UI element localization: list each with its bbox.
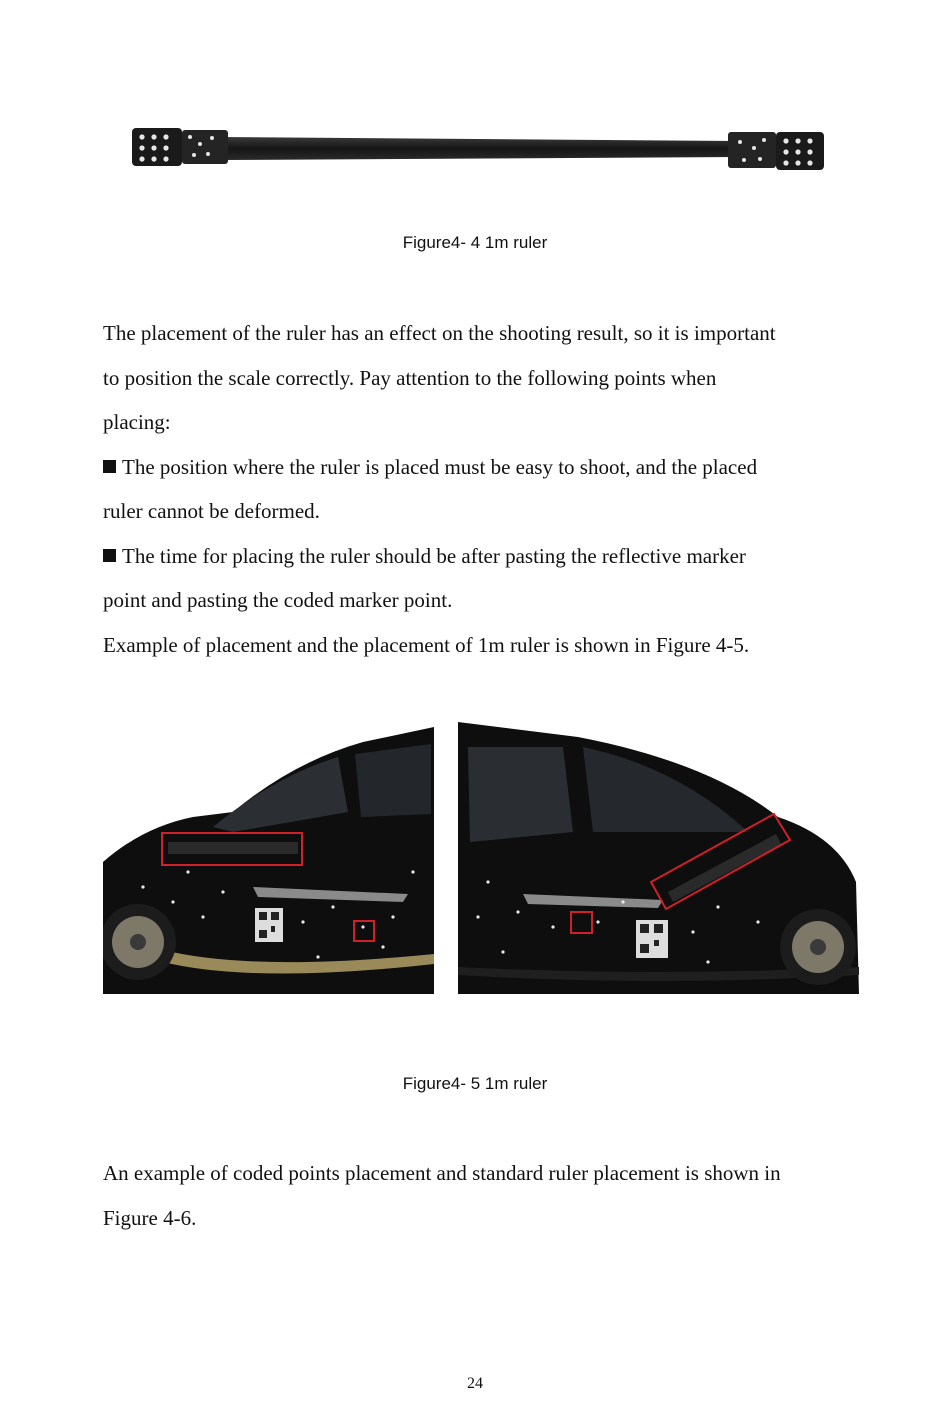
- body-text-block: [103, 311, 849, 667]
- figure-4-4-caption: Figure4- 4 1m ruler: [402, 233, 548, 252]
- car-photo-left: [103, 722, 434, 994]
- ruler-image: [128, 122, 828, 174]
- figure-4-5-caption: Figure4- 5 1m ruler: [402, 1074, 548, 1093]
- bullet-1-line-2: ruler cannot be deformed.: [103, 499, 320, 523]
- bullet-2-line-2: point and pasting the coded marker point.: [103, 588, 453, 612]
- bullet-1-line-1: The position where the ruler is placed must be easy to shoot, and the placed: [122, 454, 758, 479]
- intro-line-2: to position the scale correctly. Pay attention to the following points when: [103, 365, 717, 390]
- intro-paragraph: [103, 311, 849, 445]
- closing-paragraph: [103, 1151, 849, 1240]
- intro-line-3: placing:: [103, 410, 171, 434]
- bullet-2-line-1: The time for placing the ruler should be after pasting the reflective marker: [122, 543, 746, 568]
- square-bullet-icon: [103, 549, 116, 562]
- square-bullet-icon: [103, 460, 116, 473]
- bullet-item-1: [103, 445, 849, 534]
- closing-line-2: Figure 4-6.: [103, 1205, 197, 1230]
- intro-line-1: The placement of the ruler has an effect on the shooting result, so it is important: [103, 321, 776, 345]
- closing-text-block: [103, 1151, 849, 1240]
- bullet-item-2: [103, 534, 849, 623]
- page-number: 24: [467, 1375, 483, 1392]
- closing-line-1: An example of coded points placement and standard ruler placement is shown in: [103, 1161, 781, 1185]
- example-sentence: Example of placement and the placement of 1m ruler is shown in Figure 4-5.: [103, 632, 750, 657]
- car-photo-right: [458, 722, 859, 994]
